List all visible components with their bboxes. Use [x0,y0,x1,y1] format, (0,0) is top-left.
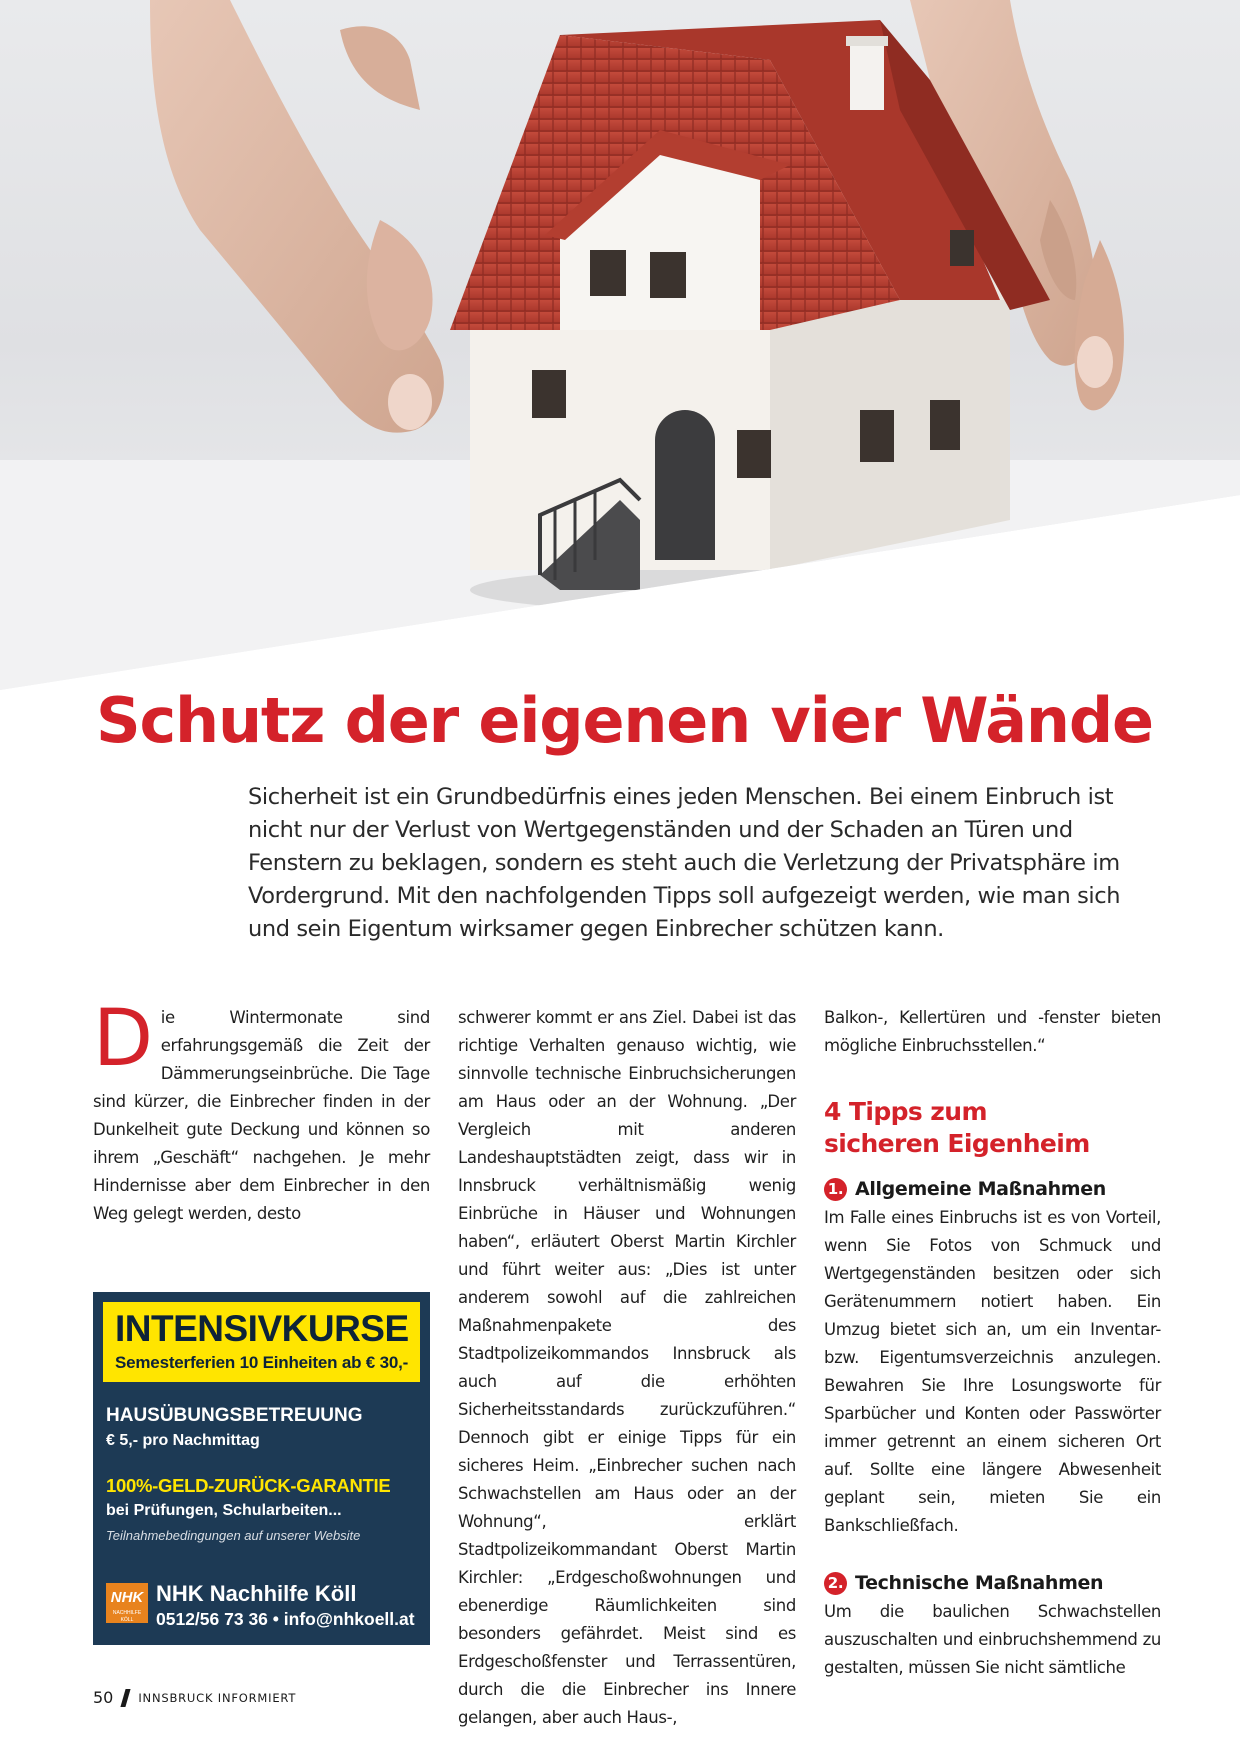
ad-guarantee: 100%-GELD-ZURÜCK-GARANTIE [106,1475,391,1496]
nhk-logo [106,1583,148,1623]
tip-2-text: Um die baulichen Schwachstellen auszuschalten und einbruchshemmend zu gestalten, müssen Sie nicht sämtliche [824,1602,1161,1677]
tips-title-line-1: 4 Tipps zum [824,1097,987,1126]
article-text-1: ie Wintermonate sind erfahrungsgemäß die Zeit der Dämmerungseinbrüche. Die Tage sind kürzer, die Einbrecher finden in der Dunkelheit gute Deckung und können so ihrem „Geschäft“ nachgehen. Je mehr Hindernisse aber dem Einbrecher in den Weg gelegt werden, desto [93,1008,430,1223]
tip-1-text: Im Falle eines Einbruchs ist es von Vorteil, wenn Sie Fotos von Schmuck und Wertgegenständen besitzen oder sich Gerätenummern notiert haben. Ein Umzug bietet sich an, um ein Inventar- bzw. Eigentumsverzeichnis anzulegen. Bewahren Sie Ihre Losungsworte für Sparbücher und Konten oder Passwörter immer getrennt an einem sicheren Ort auf. Sollte eine längere Abwesenheit geplant sein, mieten Sie ein Bankschließfach. [824,1208,1161,1535]
article-column-3 [824,1004,1161,1682]
nhk-logo-text: NHK [110,1589,144,1606]
ad-service-price: € 5,- pro Nachmittag [106,1432,260,1449]
ad-highlight-banner [103,1302,420,1382]
article-column-2 [458,1004,796,1732]
ad-contact[interactable]: 0512/56 73 36 • info@nhkoell.at [156,1609,415,1629]
house-in-hands-illustration [0,0,1240,690]
drop-cap: D [93,994,153,1084]
page-number: 50 [93,1688,114,1707]
article-column-1 [93,994,430,1228]
ad-guarantee-detail: bei Prüfungen, Schularbeiten... [106,1502,342,1519]
advertisement-nhk[interactable] [93,1292,430,1645]
tip-2-number-badge: 2. [824,1572,847,1595]
ad-service-heading: HAUSÜBUNGSBETREUUNG [106,1405,363,1426]
publication-name: INNSBRUCK INFORMIERT [138,1690,297,1705]
ad-title: INTENSIVKURSE [115,1308,409,1349]
ad-company-name: NHK Nachhilfe Köll [156,1581,357,1606]
tip-2-heading [824,1568,1161,1598]
tip-2-title: Technische Maßnahmen [855,1572,1104,1594]
page-footer [93,1688,296,1707]
ad-conditions: Teilnahmebedingungen auf unserer Website [106,1528,361,1543]
tips-title-line-2: sicheren Eigenheim [824,1129,1090,1158]
hero-image [0,0,1240,690]
nhk-logo-subtext: NACHHILFE KÖLL [112,1610,142,1623]
tip-1-title: Allgemeine Maßnahmen [855,1178,1106,1200]
lead-paragraph: Sicherheit ist ein Grundbedürfnis eines jeden Menschen. Bei einem Einbruch ist nicht nur der Verlust von Wertgegenständen und der Schaden an Türen und Fenstern zu beklagen, sondern es steht auch die Verletzung der Privatsphäre im Vordergrund. Mit den nachfolgenden Tipps soll aufgezeigt werden, wie man sich und sein Eigentum wirksamer gegen Einbrecher schützen kann. [248,784,1121,942]
headline: Schutz der eigenen vier Wände [96,684,1153,757]
tip-1-heading [824,1174,1161,1204]
tips-title [824,1096,1161,1160]
article-paragraph-1 [93,994,430,1228]
article-text-3: Balkon-, Kellertüren und -fenster bieten mögliche Einbruchsstellen.“ [824,1008,1161,1055]
article-text-2: schwerer kommt er ans Ziel. Dabei ist das richtige Verhalten genauso wichtig, wie sinnvolle technische Einbruchsicherungen am Haus oder an der Wohnung. „Der Vergleich mit anderen Landeshauptstädten zeigt, dass wir in Innsbruck verhältnismäßig wenig Einbrüche in Häuser und Wohnungen haben“, erläutert Oberst Martin Kirchler und führt weiter aus: „Dies ist unter anderem sowohl auf die zahlreichen Maßnahmenpakete des Stadtpolizeikommandos Innsbruck als auch auf die erhöhten Sicherheitsstandards zurückzuführen.“ Dennoch gibt er einige Tipps für ein sicheres Heim. „Einbrecher suchen nach Schwachstellen am Haus oder an der Wohnung“, erklärt Stadtpolizeikommandant Oberst Martin Kirchler: „Erdgeschoßwohnungen und ebenerdige Räumlichkeiten sind besonders gefährdet. Meist sind es Erdgeschoßfenster und Terrassentüren, durch die die Einbrecher ins Innere gelangen, aber auch Haus-, [458,1008,796,1727]
footer-divider [121,1689,131,1707]
ad-subtitle: Semesterferien 10 Einheiten ab € 30,- [115,1353,409,1372]
tip-1-number-badge: 1. [824,1178,847,1201]
